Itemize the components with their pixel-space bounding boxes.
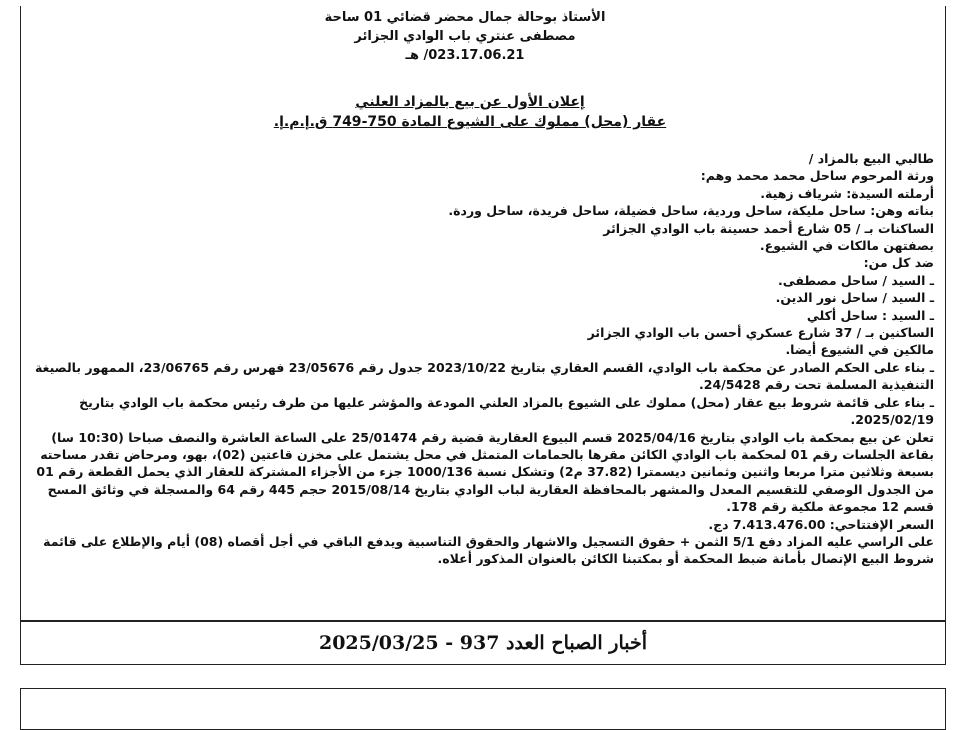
publication-footer [20,620,946,665]
body-line: طالبي البيع بالمزاد / [808,151,934,166]
announcement-title: إعلان الأول عن بيع بالمزاد العلني [355,94,585,110]
announcement-body [34,150,934,568]
header-line-name: الأستاذ بوحالة جمال محضر قضائي 01 ساحة [324,10,606,25]
body-line: ضد كل من: [863,255,934,271]
next-announcement-frame [20,688,946,730]
body-line: الساكنات بـ / 05 شارع أحمد حسينة باب الوادي الجزائر [603,220,934,236]
body-line: بناته وهن: ساحل مليكة، ساحل وردية، ساحل فضيلة، ساحل فريدة، ساحل وردة. [448,203,934,219]
sale-details-paragraph: تعلن عن بيع بمحكمة باب الوادي بتاريخ 2025/04/16 قسم البيوع العقارية قضية رقم 25/01474 على الساعة العاشرة والنصف صباحا (10:30 سا) بقاعة الجلسات رقم 01 لمحكمة باب الوادي الكائن مقرها بالحمامات المتمثل في محل يشتمل على مخزن قاعتين (02)، بهو، ومرحاض تقدر مساحته بسبعة وثلاثين مترا مربعا واثنين وثمانين ديسمترا (37.82 م2) وتشكل نسبة 1000/136 جزء من الأجزاء المشتركة للعقار الذي يحمل القطعة رقم 01 من الجدول الوصفي للتقسيم المعدل والمشهر بالمحافظة العقارية لباب الوادي بتاريخ 2015/08/14 حجم 445 رقم 64 والمسجلة في وثائق المسح قسم 12 مجموعة ملكية رقم 178. [36,429,934,515]
judgment-paragraph: ـ بناء على الحكم الصادر عن محكمة باب الوادي، القسم العقاري بتاريخ 2023/10/22 جدول رقم 23/05676 فهرس رقم 23/06765، الممهور بالصيغة التنفيذية المسلمة تحت رقم 24/5428. [34,359,934,393]
header-line-address: مصطفى عنتري باب الوادي الجزائر [354,29,576,44]
announcement-titles [260,92,680,132]
body-line: ـ السيد / ساحل مصطفى. [777,272,934,288]
body-line: بصفتهن مالكات في الشيوع. [759,238,934,254]
publication-info: أخبار الصباح العدد 937 - 2025/03/25 [318,632,647,654]
conditions-paragraph: ـ بناء على قائمة شروط بيع عقار (محل) مملوك على الشيوع بالمزاد العلني المودعة والمؤشر عليها من طرف رئيس محكمة باب الوادي بتاريخ 2025/02/19. [79,394,934,428]
body-line: الساكنين بـ / 37 شارع عسكري أحسن باب الوادي الجزائر [587,325,934,341]
payment-terms-paragraph: على الراسي عليه المزاد دفع 5/1 الثمن + حقوق التسجيل والاشهار والحقوق التناسبية ويدفع الباقي في أجل أقصاه (08) أيام والإطلاع على قائمة شروط البيع الإتصال بأمانة ضبط المحكمة أو بمكتبنا الكائن بالعنوان المذكور أعلاه. [43,533,934,567]
opening-price: السعر الإفتتاحي: 7.413.476.00 دج. [708,516,934,532]
body-line: ـ السيد : ساحل أكلي [806,307,934,323]
body-line: أرملته السيدة: شرياف زهية. [760,185,934,201]
body-line: ـ السيد / ساحل نور الدين. [775,290,934,306]
property-title: عقار (محل) مملوك على الشيوع المادة 750-749 ق.إ.م.إ. [273,114,667,130]
header-line-phone: 023.17.06.21/ هـ [405,48,525,63]
body-line: مالكين في الشيوع أيضا. [785,342,934,358]
bailiff-header [300,8,630,65]
body-line: ورثة المرحوم ساحل محمد محمد وهم: [700,168,934,184]
